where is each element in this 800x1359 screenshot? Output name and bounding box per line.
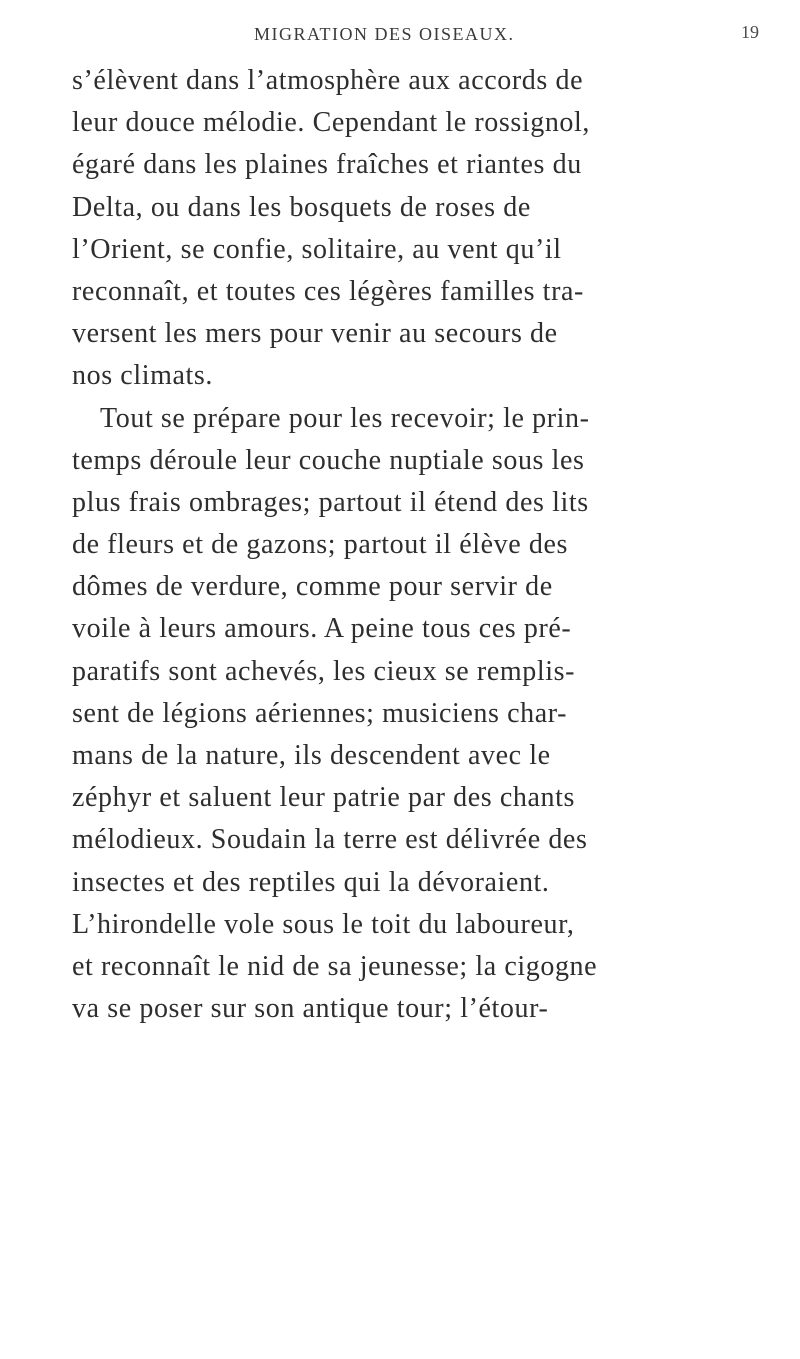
text-line: L’hirondelle vole sous le toit du laboureur,	[72, 908, 575, 940]
text-line: Delta, ou dans les bosquets de roses de	[72, 191, 531, 223]
text-line: leur douce mélodie. Cependant le rossignol,	[72, 107, 591, 139]
text-line: versent les mers pour venir au secours de	[72, 318, 558, 350]
text-line: de fleurs et de gazons; partout il élève des	[72, 529, 569, 561]
text-line: paratifs sont achevés, les cieux se remplis-	[72, 655, 576, 687]
text-line: insectes et des reptiles qui la dévoraient.	[72, 866, 550, 898]
text-line: nos climats.	[72, 360, 213, 392]
text-line: l’Orient, se confie, solitaire, au vent qu’il	[72, 233, 562, 265]
body-text	[72, 60, 752, 1030]
text-line: plus frais ombrages; partout il étend des lits	[72, 486, 589, 518]
text-line: et reconnaît le nid de sa jeunesse; la cigogne	[72, 950, 598, 982]
text-line: sent de légions aériennes; musiciens char-	[72, 697, 568, 729]
text-line: zéphyr et saluent leur patrie par des chants	[72, 782, 575, 814]
text-line: temps déroule leur couche nuptiale sous les	[72, 444, 585, 476]
text-line: s’élèvent dans l’atmosphère aux accords de	[72, 65, 584, 96]
page-number: 19	[741, 22, 759, 42]
text-line: reconnaît, et toutes ces légères familles tra-	[72, 275, 584, 307]
text-line: voile à leurs amours. A peine tous ces pré-	[72, 613, 572, 645]
text-line: mélodieux. Soudain la terre est délivrée des	[72, 824, 588, 856]
text-line: dômes de verdure, comme pour servir de	[72, 571, 553, 603]
paragraph-start-line: Tout se prépare pour les recevoir; le prin-	[100, 402, 590, 434]
text-line: égaré dans les plaines fraîches et riantes du	[72, 149, 582, 181]
text-line: va se poser sur son antique tour; l’étour-	[72, 993, 549, 1025]
text-line: mans de la nature, ils descendent avec le	[72, 740, 551, 771]
running-header: MIGRATION DES OISEAUX.	[254, 24, 515, 44]
